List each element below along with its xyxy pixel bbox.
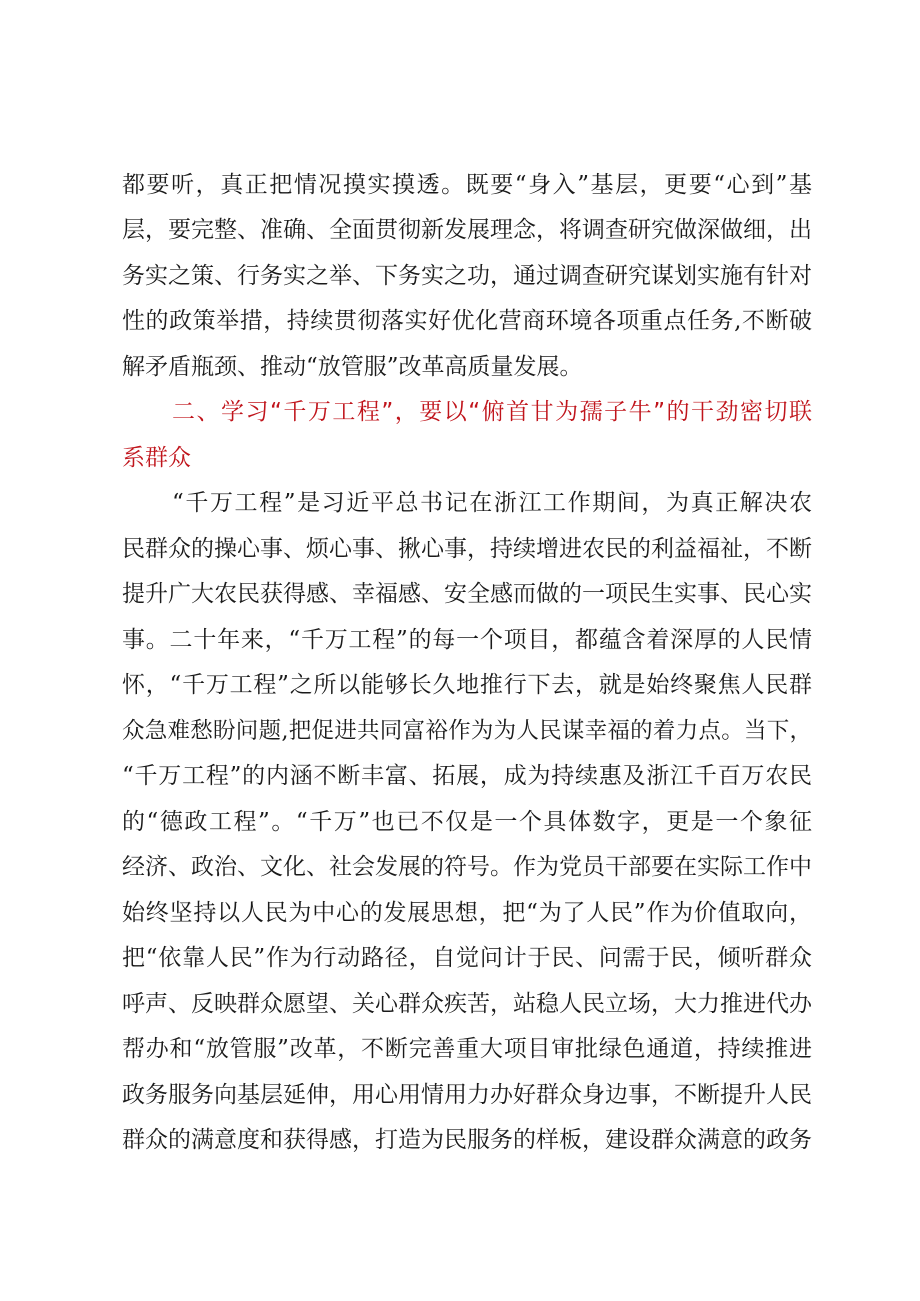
paragraph-line: 解矛盾瓶颈、推动“放管服”改革高质量发展。	[122, 354, 583, 380]
paragraph-line: “千万工程”的内涵不断丰富、拓展，成为持续惠及浙江千百万农民	[122, 763, 812, 789]
paragraph-line: “千万工程”是习近平总书记在浙江工作期间，为真正解决农	[172, 490, 812, 516]
paragraph-line: 政务服务向基层延伸，用心用情用力办好群众身边事，不断提升人民	[122, 1082, 812, 1108]
paragraph-line: 务实之策、行务实之举、下务实之功，通过调查研究谋划实施有针对	[122, 263, 812, 289]
paragraph-line: 把“依靠人民”作为行动路径，自觉问计于民、问需于民，倾听群众	[122, 945, 812, 971]
paragraph-line: 层，要完整、准确、全面贯彻新发展理念，将调查研究做深做细，出	[122, 217, 812, 243]
paragraph-line: 始终坚持以人民为中心的发展思想，把“为了人民”作为价值取向，	[122, 900, 812, 926]
paragraph-line: 性的政策举措，持续贯彻落实好优化营商环境各项重点任务,不断破	[122, 308, 812, 334]
paragraph-line: 帮办和“放管服”改革，不断完善重大项目审批绿色通道，持续推进	[122, 1036, 812, 1062]
paragraph-line: 众急难愁盼问题,把促进共同富裕作为为人民谋幸福的着力点。当下，	[122, 718, 812, 744]
paragraph-line: 呼声、反映群众愿望、关心群众疾苦，站稳人民立场，大力推进代办	[122, 991, 812, 1017]
paragraph-line: 经济、政治、文化、社会发展的符号。作为党员干部要在实际工作中	[122, 854, 812, 880]
paragraph-line: 的“德政工程”。“千万”也已不仅是一个具体数字，更是一个象征	[122, 809, 812, 835]
paragraph-line: 民群众的操心事、烦心事、揪心事，持续增进农民的利益福祉，不断	[122, 536, 812, 562]
paragraph-line: 怀，“千万工程”之所以能够长久地推行下去，就是始终聚焦人民群	[122, 672, 812, 698]
paragraph-line: 事。二十年来，“千万工程”的每一个项目，都蕴含着深厚的人民情	[122, 627, 812, 653]
paragraph-line: 提升广大农民获得感、幸福感、安全感而做的一项民生实事、民心实	[122, 581, 812, 607]
paragraph-line: 都要听，真正把情况摸实摸透。既要“身入”基层，更要“心到”基	[122, 172, 812, 198]
paragraph-line: 群众的满意度和获得感，打造为民服务的样板，建设群众满意的政务	[122, 1127, 812, 1153]
heading-line: 二、学习“千万工程”，要以“俯首甘为孺子牛”的干劲密切联	[172, 399, 812, 425]
heading-line: 系群众	[122, 445, 191, 471]
